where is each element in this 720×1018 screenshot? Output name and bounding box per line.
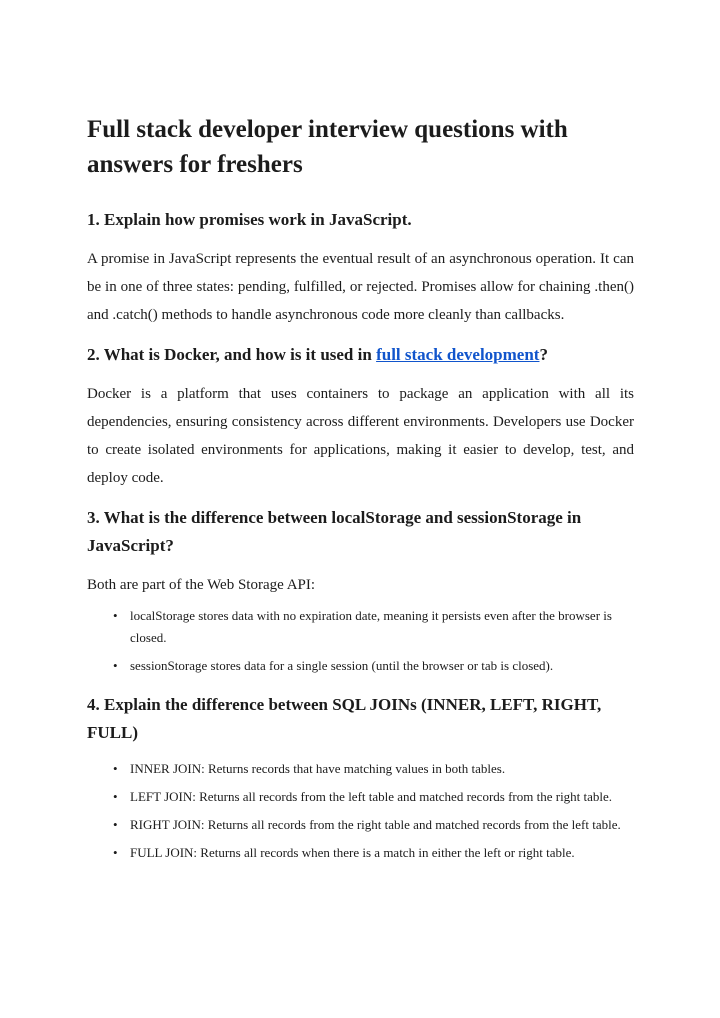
- page-title: Full stack developer interview questions with answers for freshers: [87, 116, 568, 178]
- question-2-answer: Docker is a platform that uses containers to package an application with all its dependencies, ensuring consistency across different environments. Developers use Docker to create isolated environments for applications, making it easier to develop, test, and deploy code.: [87, 386, 634, 486]
- list-item: • INNER JOIN: Returns records that have matching values in both tables.: [113, 758, 634, 780]
- question-2-heading: [87, 341, 634, 369]
- question-4-bullet-list: [87, 758, 634, 864]
- list-item: • RIGHT JOIN: Returns all records from the right table and matched records from the left table.: [113, 814, 634, 836]
- question-2-heading-prefix: 2. What is Docker, and how is it used in: [87, 345, 377, 364]
- list-item: • sessionStorage stores data for a single session (until the browser or tab is closed).: [113, 655, 634, 677]
- question-3-bullet-list: [87, 605, 634, 677]
- section-question-3: [87, 504, 634, 677]
- list-item: • localStorage stores data with no expiration date, meaning it persists even after the browser is closed.: [113, 605, 634, 649]
- section-question-1: [87, 206, 634, 329]
- section-question-4: [87, 691, 634, 864]
- section-question-2: [87, 341, 634, 492]
- question-2-heading-suffix: ?: [539, 345, 548, 364]
- question-1-answer: A promise in JavaScript represents the eventual result of an asynchronous operation. It can be in one of three states: pending, fulfilled, or rejected. Promises allow for chaining .then() and .catch() methods to handle asynchronous code more cleanly than callbacks.: [87, 251, 634, 323]
- list-item: • LEFT JOIN: Returns all records from the left table and matched records from the right table.: [113, 786, 634, 808]
- question-1-heading: 1. Explain how promises work in JavaScript.: [87, 210, 412, 229]
- question-3-intro: Both are part of the Web Storage API:: [87, 577, 316, 593]
- list-item: • FULL JOIN: Returns all records when there is a match in either the left or right table.: [113, 842, 634, 864]
- question-4-heading: 4. Explain the difference between SQL JOINs (INNER, LEFT, RIGHT, FULL): [87, 695, 602, 742]
- question-3-heading: 3. What is the difference between localStorage and sessionStorage in JavaScript?: [87, 508, 582, 555]
- full-stack-development-link[interactable]: full stack development: [376, 345, 540, 364]
